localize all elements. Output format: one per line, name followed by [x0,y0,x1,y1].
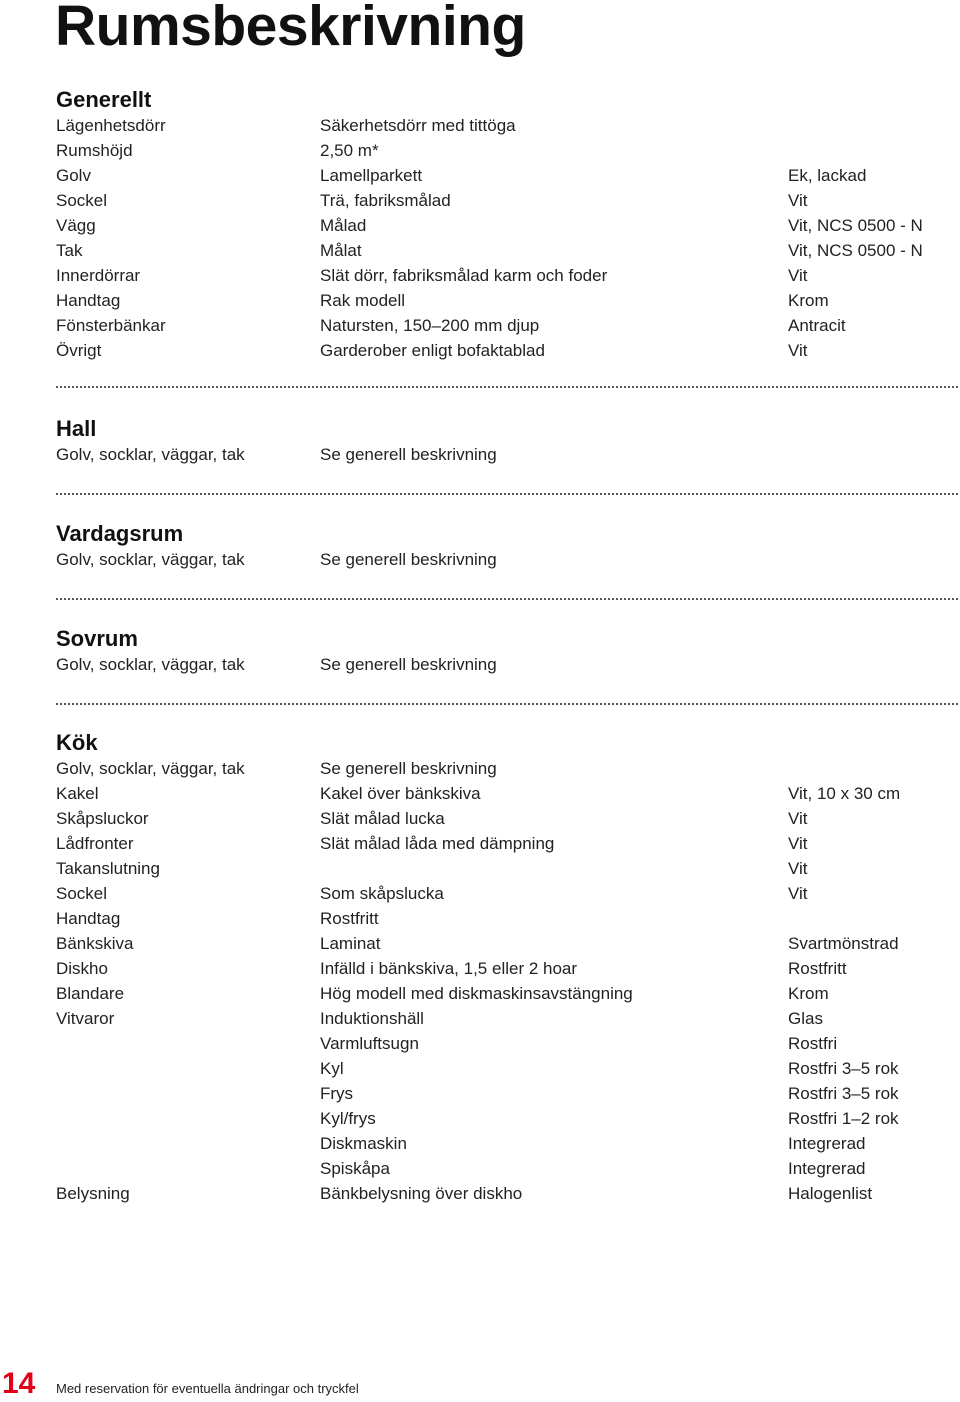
spec-row [56,956,958,981]
page-title: Rumsbeskrivning [55,0,526,58]
spec-row [56,781,958,806]
spec-label: Lägenhetsdörr [56,116,166,135]
spec-row [56,288,958,313]
spec-finish: Vit [788,266,808,285]
spec-description: Diskmaskin [320,1134,407,1153]
spec-row [56,213,958,238]
spec-finish: Halogenlist [788,1184,873,1203]
spec-label: Golv, socklar, väggar, tak [56,445,245,464]
spec-description: Spiskåpa [320,1159,390,1178]
spec-row [56,113,958,138]
page-number: 14 [2,1367,36,1400]
section-hall [56,415,958,467]
spec-row [56,547,958,572]
spec-label: Fönsterbänkar [56,316,166,335]
spec-row [56,1056,958,1081]
spec-finish: Vit [788,809,808,828]
spec-description: Slät dörr, fabriksmålad karm och foder [320,266,608,285]
spec-label: Sockel [56,191,108,210]
spec-row [56,1181,958,1206]
spec-row [56,238,958,263]
section-sovrum [56,625,958,677]
spec-row [56,338,958,363]
spec-label: Tak [56,241,83,260]
section-generellt [56,86,958,363]
spec-description: Slät målad lucka [320,809,445,828]
spec-label: Blandare [56,984,125,1003]
spec-rows [56,547,958,572]
spec-finish: Svartmönstrad [788,934,899,953]
spec-description: Hög modell med diskmaskinsavstängning [320,984,633,1003]
section-divider [56,386,958,388]
spec-label: Lådfronter [56,834,134,853]
section-title: Hall [56,416,97,441]
spec-row [56,163,958,188]
spec-row [56,1106,958,1131]
spec-row [56,1081,958,1106]
spec-row [56,1031,958,1056]
spec-finish: Integrerad [788,1159,866,1178]
spec-finish: Rostfri 3–5 rok [788,1059,899,1078]
spec-description: Bänkbelysning över diskho [320,1184,523,1203]
spec-row [56,856,958,881]
spec-description: Se generell beskrivning [320,550,497,569]
spec-description: Frys [320,1084,354,1103]
spec-finish: Vit [788,341,808,360]
section-title: Sovrum [56,626,138,651]
spec-finish: Vit [788,191,808,210]
spec-rows [56,442,958,467]
spec-description: Rak modell [320,291,406,310]
section-divider [56,598,958,600]
spec-label: Bänkskiva [56,934,134,953]
spec-row [56,806,958,831]
footer-note: Med reservation för eventuella ändringar och tryckfel [56,1381,359,1396]
spec-finish: Rostfritt [788,959,847,978]
spec-row [56,1006,958,1031]
spec-finish: Krom [788,291,829,310]
spec-description: Se generell beskrivning [320,445,497,464]
spec-description: Som skåpslucka [320,884,444,903]
spec-label: Handtag [56,909,121,928]
spec-label: Vitvaror [56,1009,115,1028]
spec-description: Se generell beskrivning [320,655,497,674]
spec-label: Vägg [56,216,96,235]
spec-description: Laminat [320,934,381,953]
spec-rows [56,652,958,677]
spec-label: Belysning [56,1184,130,1203]
section-title: Kök [56,730,98,755]
spec-label: Innerdörrar [56,266,141,285]
spec-finish: Rostfri 1–2 rok [788,1109,899,1128]
spec-label: Golv [56,166,91,185]
spec-finish: Integrerad [788,1134,866,1153]
spec-rows [56,113,958,363]
spec-description: Säkerhetsdörr med tittöga [320,116,516,135]
spec-description: Natursten, 150–200 mm djup [320,316,540,335]
section-kok [56,729,958,1206]
spec-row [56,931,958,956]
spec-description: Rostfritt [320,909,379,928]
spec-row [56,313,958,338]
spec-description: Varmluftsugn [320,1034,419,1053]
spec-row [56,756,958,781]
spec-finish: Vit [788,859,808,878]
section-title: Generellt [56,87,152,112]
spec-description: Trä, fabriksmålad [320,191,451,210]
section-title: Vardagsrum [56,521,184,546]
spec-row [56,652,958,677]
spec-row [56,906,958,931]
spec-description: Garderober enligt bofaktablad [320,341,545,360]
spec-description: Målat [320,241,362,260]
spec-label: Sockel [56,884,108,903]
spec-row [56,138,958,163]
spec-description: Kyl/frys [320,1109,376,1128]
spec-description: Infälld i bänkskiva, 1,5 eller 2 hoar [320,959,578,978]
spec-label: Golv, socklar, väggar, tak [56,655,245,674]
spec-description: Kakel över bänkskiva [320,784,481,803]
spec-row [56,442,958,467]
spec-row [56,188,958,213]
spec-finish: Vit [788,884,808,903]
spec-finish: Vit, 10 x 30 cm [788,784,901,803]
spec-finish: Vit, NCS 0500 - N [788,241,923,260]
spec-description: Lamellparkett [320,166,423,185]
spec-description: 2,50 m* [320,141,379,160]
spec-label: Golv, socklar, väggar, tak [56,550,245,569]
spec-rows [56,756,958,1206]
spec-row [56,1156,958,1181]
spec-finish: Ek, lackad [788,166,867,185]
spec-finish: Glas [788,1009,823,1028]
spec-description: Se generell beskrivning [320,759,497,778]
spec-finish: Rostfri [788,1034,838,1053]
section-vardagsrum [56,520,958,572]
spec-finish: Vit, NCS 0500 - N [788,216,923,235]
spec-label: Skåpsluckor [56,809,149,828]
spec-finish: Rostfri 3–5 rok [788,1084,899,1103]
spec-description: Kyl [320,1059,344,1078]
spec-label: Övrigt [56,341,102,360]
spec-finish: Krom [788,984,829,1003]
spec-label: Rumshöjd [56,141,133,160]
spec-row [56,1131,958,1156]
section-divider [56,493,958,495]
spec-description: Induktionshäll [320,1009,424,1028]
spec-label: Takanslutning [56,859,160,878]
spec-finish: Vit [788,834,808,853]
spec-row [56,881,958,906]
spec-label: Diskho [56,959,108,978]
spec-label: Golv, socklar, väggar, tak [56,759,245,778]
spec-row [56,981,958,1006]
spec-row [56,263,958,288]
spec-description: Slät målad låda med dämpning [320,834,555,853]
spec-label: Handtag [56,291,121,310]
section-divider [56,703,958,705]
spec-label: Kakel [56,784,99,803]
spec-row [56,831,958,856]
spec-description: Målad [320,216,367,235]
spec-finish: Antracit [788,316,846,335]
